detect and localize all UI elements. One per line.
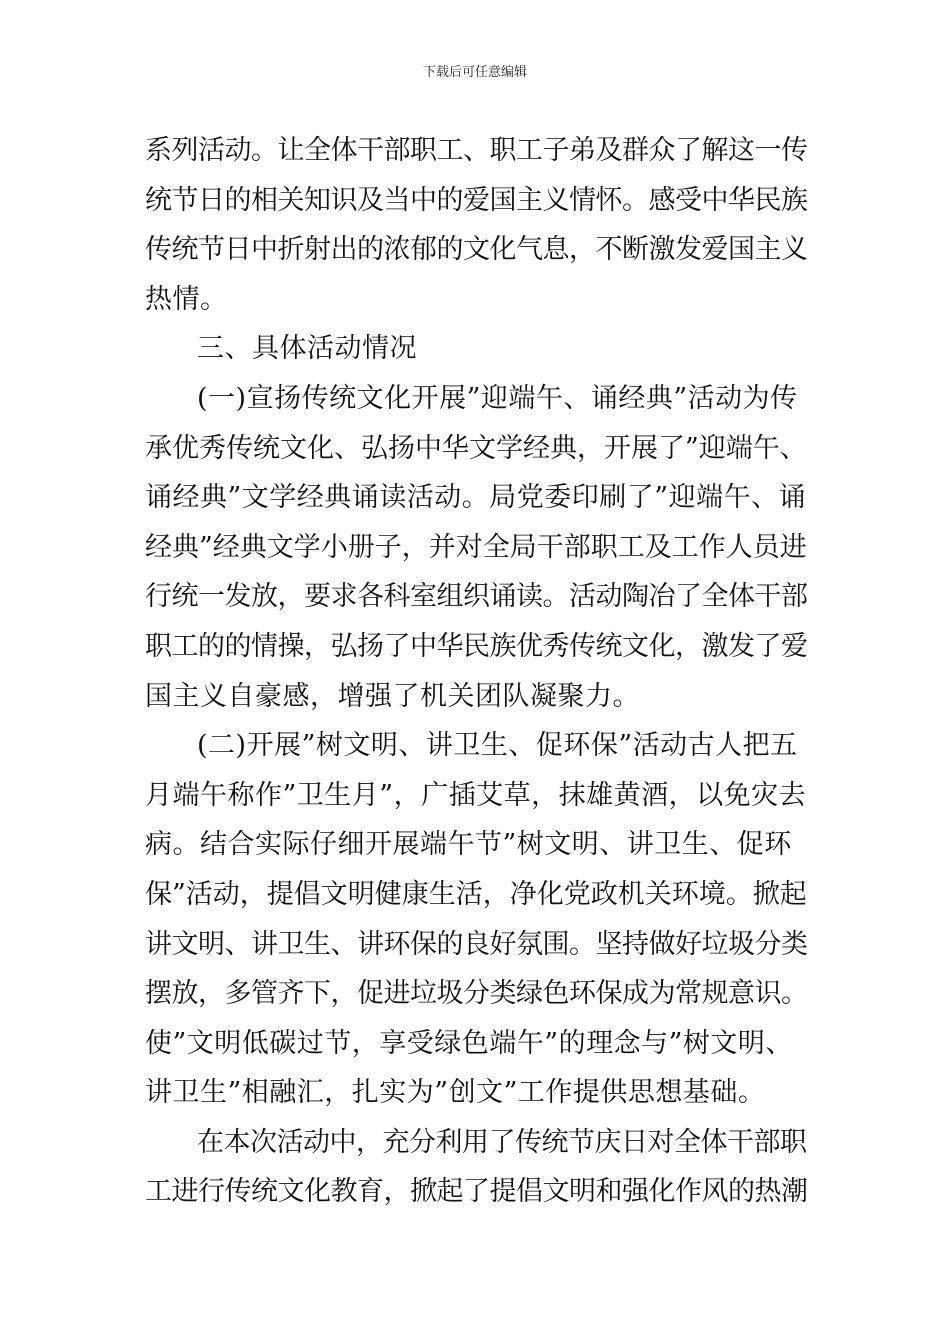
- document-body: [145, 126, 809, 1217]
- text-line: 月端午称作”卫生月”，广插艾草，抹雄黄酒，以免灾去: [145, 779, 807, 811]
- text-line: 讲卫生”相融汇，扎实为”创文”工作提供思想基础。: [145, 1077, 766, 1109]
- text-line: 在本次活动中，充分利用了传统节庆日对全体干部职: [197, 1126, 807, 1158]
- text-line: (一)宣扬传统文化开展”迎端午、诵经典”活动为传: [197, 382, 798, 414]
- text-line: 工进行传统文化教育，掀起了提倡文明和强化作风的热潮: [145, 1176, 808, 1208]
- text-line: 三、具体活动情况: [197, 333, 417, 365]
- text-line: 经典”经典文学小册子，并对全局干部职工及工作人员进: [145, 531, 807, 563]
- text-line: 系列活动。让全体干部职工、职工子弟及群众了解这一传: [145, 135, 808, 166]
- text-line: 诵经典”文学经典诵读活动。局党委印刷了”迎端午、诵: [145, 482, 807, 514]
- page-header: 下载后可任意编辑: [422, 65, 527, 80]
- text-line: 保”活动，提倡文明健康生活，净化党政机关环境。掀起: [145, 878, 807, 910]
- text-line: 热情。: [145, 283, 228, 315]
- text-line: (二)开展”树文明、讲卫生、促环保”活动古人把五: [197, 730, 798, 762]
- text-line: 承优秀传统文化、弘扬中华文学经典，开展了”迎端午、: [145, 432, 807, 464]
- text-line: 职工的的情操，弘扬了中华民族优秀传统文化，激发了爱: [145, 630, 808, 662]
- text-line: 讲文明、讲卫生、讲环保的良好氛围。坚持做好垃圾分类: [145, 928, 808, 960]
- text-line: 病。结合实际仔细开展端午节”树文明、讲卫生、促环: [145, 829, 792, 861]
- text-line: 行统一发放，要求各科室组织诵读。活动陶冶了全体干部: [145, 581, 808, 613]
- text-line: 传统节日中折射出的浓郁的文化气息，不断激发爱国主义: [145, 234, 808, 266]
- text-line: 统节日的相关知识及当中的爱国主义情怀。感受中华民族: [145, 184, 808, 216]
- text-line: 摆放，多管齐下，促进垃圾分类绿色环保成为常规意识。: [145, 978, 808, 1010]
- text-line: 使”文明低碳过节，享受绿色端午”的理念与”树文明、: [145, 1027, 793, 1059]
- text-line: 国主义自豪感，增强了机关团队凝聚力。: [145, 680, 640, 712]
